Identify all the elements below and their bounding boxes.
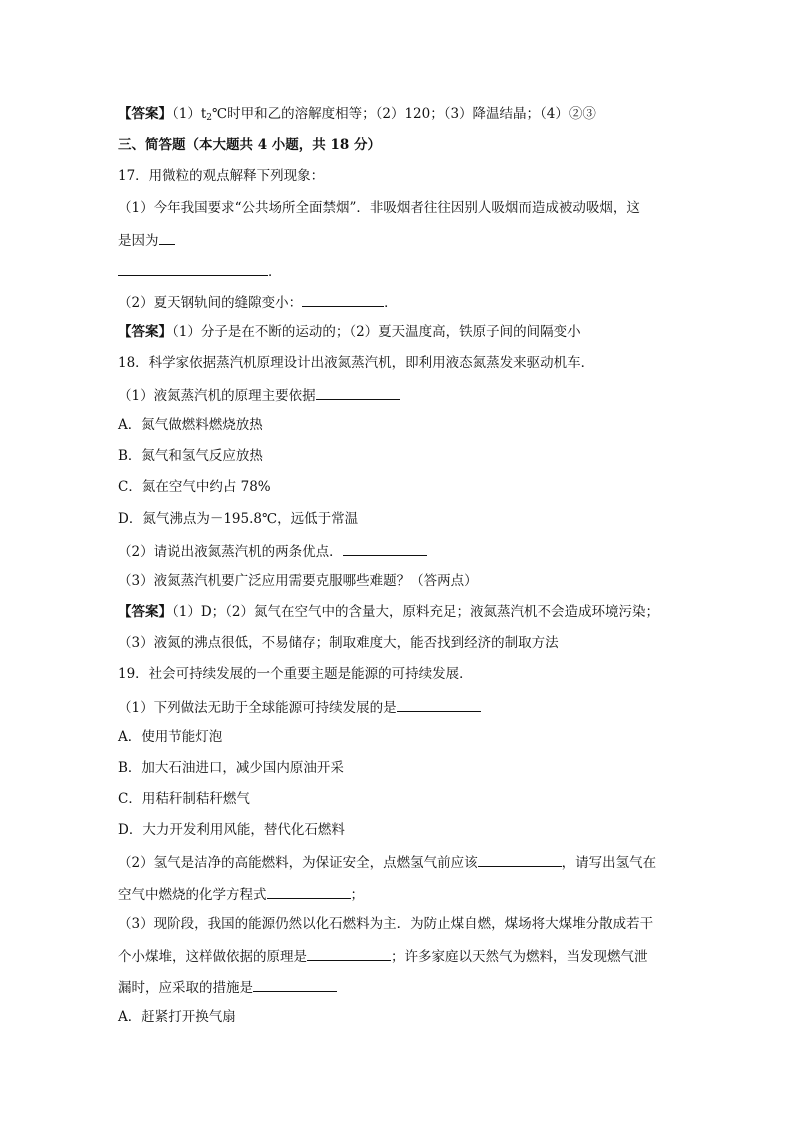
question-18-part-1	[118, 385, 400, 405]
answer-16	[118, 105, 596, 127]
option-a: A．氮气做燃料燃烧放热	[118, 417, 263, 433]
question-text: （2）请说出液氮蒸汽机的两条优点．	[118, 544, 343, 560]
question-18-part-3: （3）液氮蒸汽机要广泛应用需要克服哪些难题？（答两点）	[118, 573, 478, 589]
answer-18-cont: （3）液氮的沸点很低，不易储存；制取难度大，能否找到经济的制取方法	[118, 635, 559, 651]
option-c: C．用秸秆制秸秆燃气	[118, 791, 250, 807]
section-heading: 三、简答题（本大题共 4 小题，共 18 分）	[118, 137, 381, 153]
question-text: 是因为	[118, 233, 159, 249]
question-17-part-1-cont	[118, 230, 175, 250]
answer-18	[118, 603, 659, 621]
option-c: C．氮在空气中约占 78%	[118, 479, 271, 495]
option-d: D．氮气沸点为－195.8℃，远低于常温	[118, 511, 359, 527]
question-text: （1）液氮蒸汽机的原理主要依据	[118, 388, 316, 404]
question-text: ，请写出氢气在	[561, 855, 657, 871]
answer-tag: 【答案】	[118, 106, 172, 122]
option-a: A．赶紧打开换气扇	[118, 1009, 236, 1025]
question-19-part-2-cont	[118, 884, 364, 904]
question-text: ．	[384, 295, 398, 311]
answer-blank[interactable]	[316, 385, 400, 400]
question-19-part-3-cont2	[118, 977, 337, 997]
question-17-part-1: （1）今年我国要求“公共场所全面禁烟”．非吸烟者往往因别人吸烟而造成被动吸烟，这	[118, 200, 640, 216]
answer-blank[interactable]	[267, 884, 351, 899]
question-text: 个小煤堆，这样做依据的原理是	[118, 949, 307, 965]
answer-blank[interactable]	[478, 852, 562, 867]
question-18-part-2	[118, 541, 427, 561]
answer-blank[interactable]	[307, 946, 391, 961]
question-text: ；	[350, 887, 364, 903]
option-d: D．大力开发利用风能，替代化石燃料	[118, 822, 345, 838]
question-17-part-2	[118, 292, 398, 312]
question-text: ；许多家庭以天然气为燃料，当发现燃气泄	[391, 949, 648, 965]
question-19-part-1	[118, 697, 481, 717]
question-19-part-2	[118, 852, 656, 872]
answer-blank[interactable]	[118, 261, 268, 276]
question-18: 18．科学家依据蒸汽机原理设计出液氮蒸汽机，即利用液态氮蒸发来驱动机车．	[118, 355, 595, 371]
option-b: B．氮气和氢气反应放热	[118, 448, 263, 464]
answer-tag: 【答案】	[118, 324, 172, 340]
answer-tag: 【答案】	[118, 604, 172, 620]
answer-blank[interactable]	[343, 541, 427, 556]
answer-text: （1）D；（2）氮气在空气中的含量大，原料充足；液氮蒸汽机不会造成环境污染；	[172, 604, 660, 620]
question-text: （2）氢气是洁净的高能燃料，为保证安全，点燃氢气前应该	[118, 855, 478, 871]
subscript: 2	[206, 113, 212, 123]
question-text: 漏时，应采取的措施是	[118, 980, 253, 996]
option-b: B．加大石油进口，减少国内原油开采	[118, 760, 344, 776]
answer-blank[interactable]	[159, 230, 175, 245]
answer-blank[interactable]	[302, 292, 384, 307]
question-text: 空气中燃烧的化学方程式	[118, 887, 267, 903]
question-17-blank-line	[118, 261, 282, 281]
answer-text: ℃时甲和乙的溶解度相等；（2）120；（3）降温结晶；（4）②③	[212, 106, 596, 122]
question-19-part-3: （3）现阶段，我国的能源仍然以化石燃料为主．为防止煤自燃，煤场将大煤堆分散成若干	[118, 916, 654, 932]
question-17: 17．用微粒的观点解释下列现象：	[118, 168, 325, 184]
question-text: （2）夏天钢轨间的缝隙变小：	[118, 295, 303, 311]
answer-text: （1）t	[172, 106, 207, 122]
question-text: （1）下列做法无助于全球能源可持续发展的是	[118, 700, 397, 716]
answer-blank[interactable]	[397, 697, 481, 712]
answer-17	[118, 323, 581, 341]
answer-text: （1）分子是在不断的运动的；（2）夏天温度高，铁原子间的间隔变小	[172, 324, 581, 340]
question-19: 19．社会可持续发展的一个重要主题是能源的可持续发展．	[118, 666, 473, 682]
option-a: A．使用节能灯泡	[118, 729, 223, 745]
question-text: ．	[268, 264, 282, 280]
answer-blank[interactable]	[253, 977, 337, 992]
question-19-part-3-cont	[118, 946, 648, 966]
